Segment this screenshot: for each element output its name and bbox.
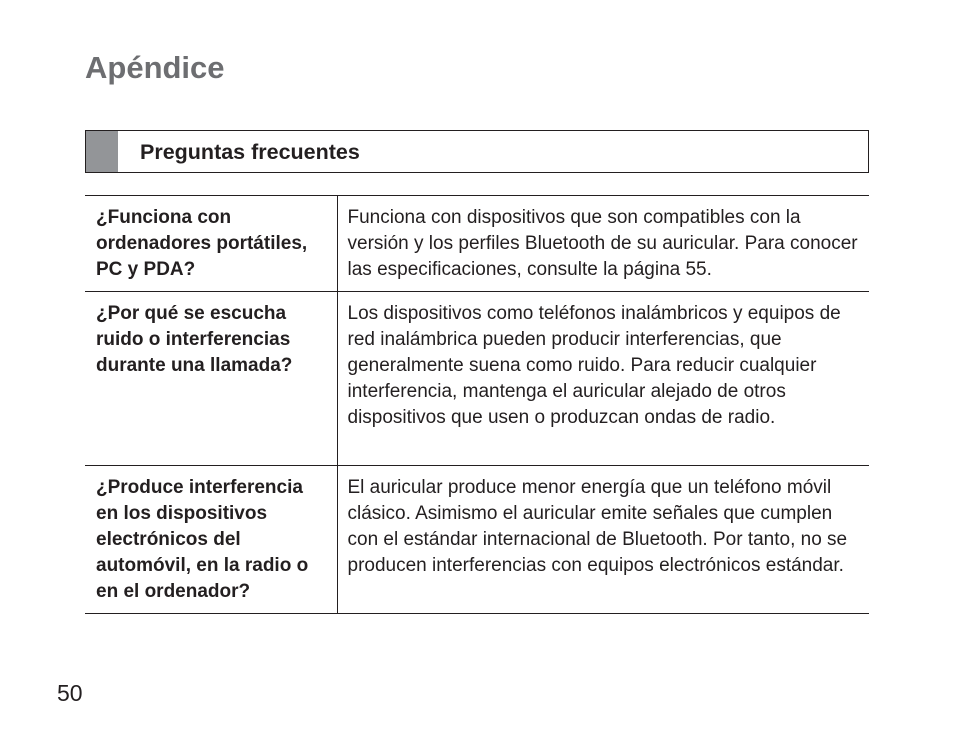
section-title: Preguntas frecuentes (140, 140, 360, 164)
section-header (85, 130, 869, 173)
faq-question: ¿Por qué se escucha ruido o interferencias durante una llamada? (85, 292, 337, 466)
page-number: 50 (57, 680, 83, 706)
page-title: Apéndice (85, 50, 225, 85)
faq-answer: Los dispositivos como teléfonos inalámbricos y equipos de red inalámbrica pueden producir interferencias, que generalmente suena como ruido. Para reducir cualquier interferencia, mantenga el auricular alejado de otros dispositivos que usen o produzcan ondas de radio. (347, 303, 841, 428)
faq-answer: Funciona con dispositivos que son compatibles con la versión y los perfiles Bluetooth de su auricular. Para conocer las especificaciones, consulte la página 55. (347, 207, 858, 280)
faq-question: ¿Funciona con ordenadores portátiles, PC y PDA? (85, 196, 337, 292)
section-tab-marker (86, 131, 118, 172)
faq-row (85, 196, 869, 292)
faq-table (85, 195, 869, 614)
faq-row (85, 466, 869, 614)
faq-question: ¿Produce interferencia en los dispositivos electrónicos del automóvil, en la radio o en el ordenador? (85, 466, 337, 614)
faq-row (85, 292, 869, 466)
faq-answer: El auricular produce menor energía que un teléfono móvil clásico. Asimismo el auricular emite señales que cumplen con el estándar internacional de Bluetooth. Por tanto, no se producen interferencias con equipos electrónicos estándar. (347, 477, 848, 576)
